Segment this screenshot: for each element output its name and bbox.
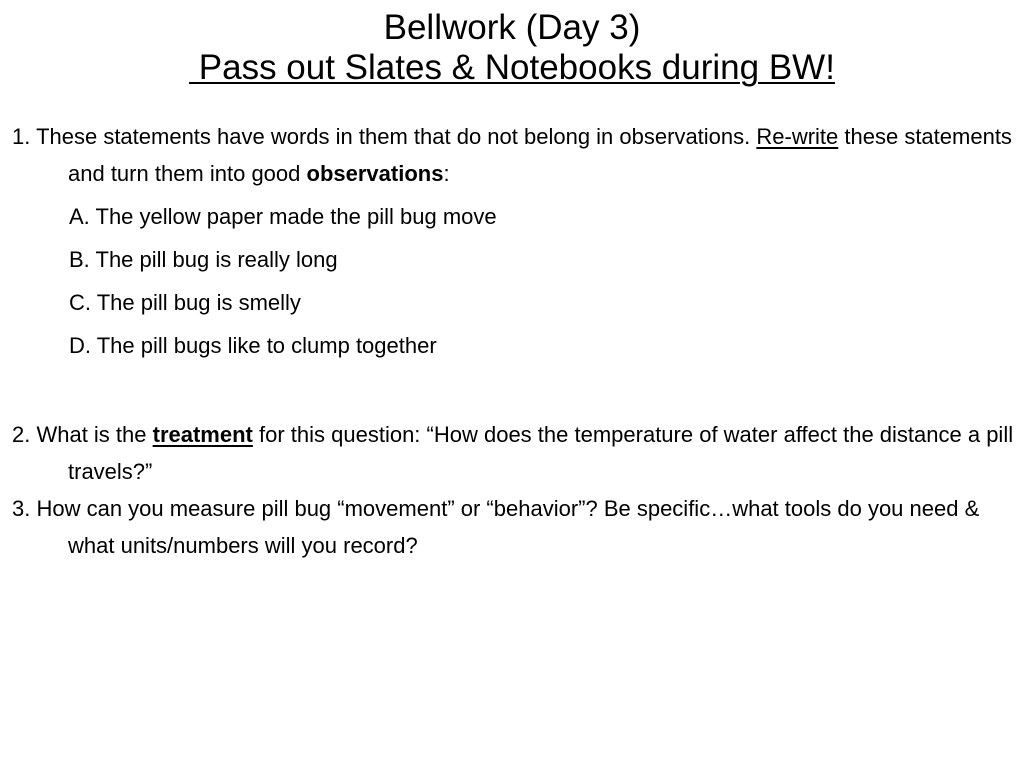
- question-3: 3. How can you measure pill bug “movement” or “behavior”? Be specific…what tools do you need & what units/numbers will you record?: [12, 496, 980, 558]
- question-1-item-b: B. The pill bug is really long: [69, 247, 338, 272]
- question-2-text: 2. What is the: [12, 422, 153, 447]
- question-2-text-2: for this question: “How does the temperature of water affect the distance a pill travels?”: [68, 422, 1014, 484]
- slide-body: [12, 118, 1017, 564]
- spacer: [12, 364, 1017, 416]
- treatment-emphasis: treatment: [152, 422, 253, 447]
- question-1-text-2: these statements and turn them into good: [68, 124, 1012, 186]
- question-2: [12, 416, 1017, 490]
- rewrite-emphasis: Re-write: [756, 124, 839, 149]
- question-1-text: 1. These statements have words in them that do not belong in observations.: [12, 124, 757, 149]
- title-line-1: Bellwork (Day 3): [383, 8, 641, 47]
- question-1-item-a: A. The yellow paper made the pill bug move: [69, 204, 497, 229]
- question-1-text-3: :: [443, 161, 450, 186]
- slide-title: [0, 8, 1024, 88]
- question-1-item-d: D. The pill bugs like to clump together: [69, 333, 437, 358]
- question-1-item-c: C. The pill bug is smelly: [69, 290, 301, 315]
- question-1: [12, 118, 1017, 192]
- observations-emphasis: observations: [306, 161, 444, 186]
- title-line-2: Pass out Slates & Notebooks during BW!: [189, 48, 835, 87]
